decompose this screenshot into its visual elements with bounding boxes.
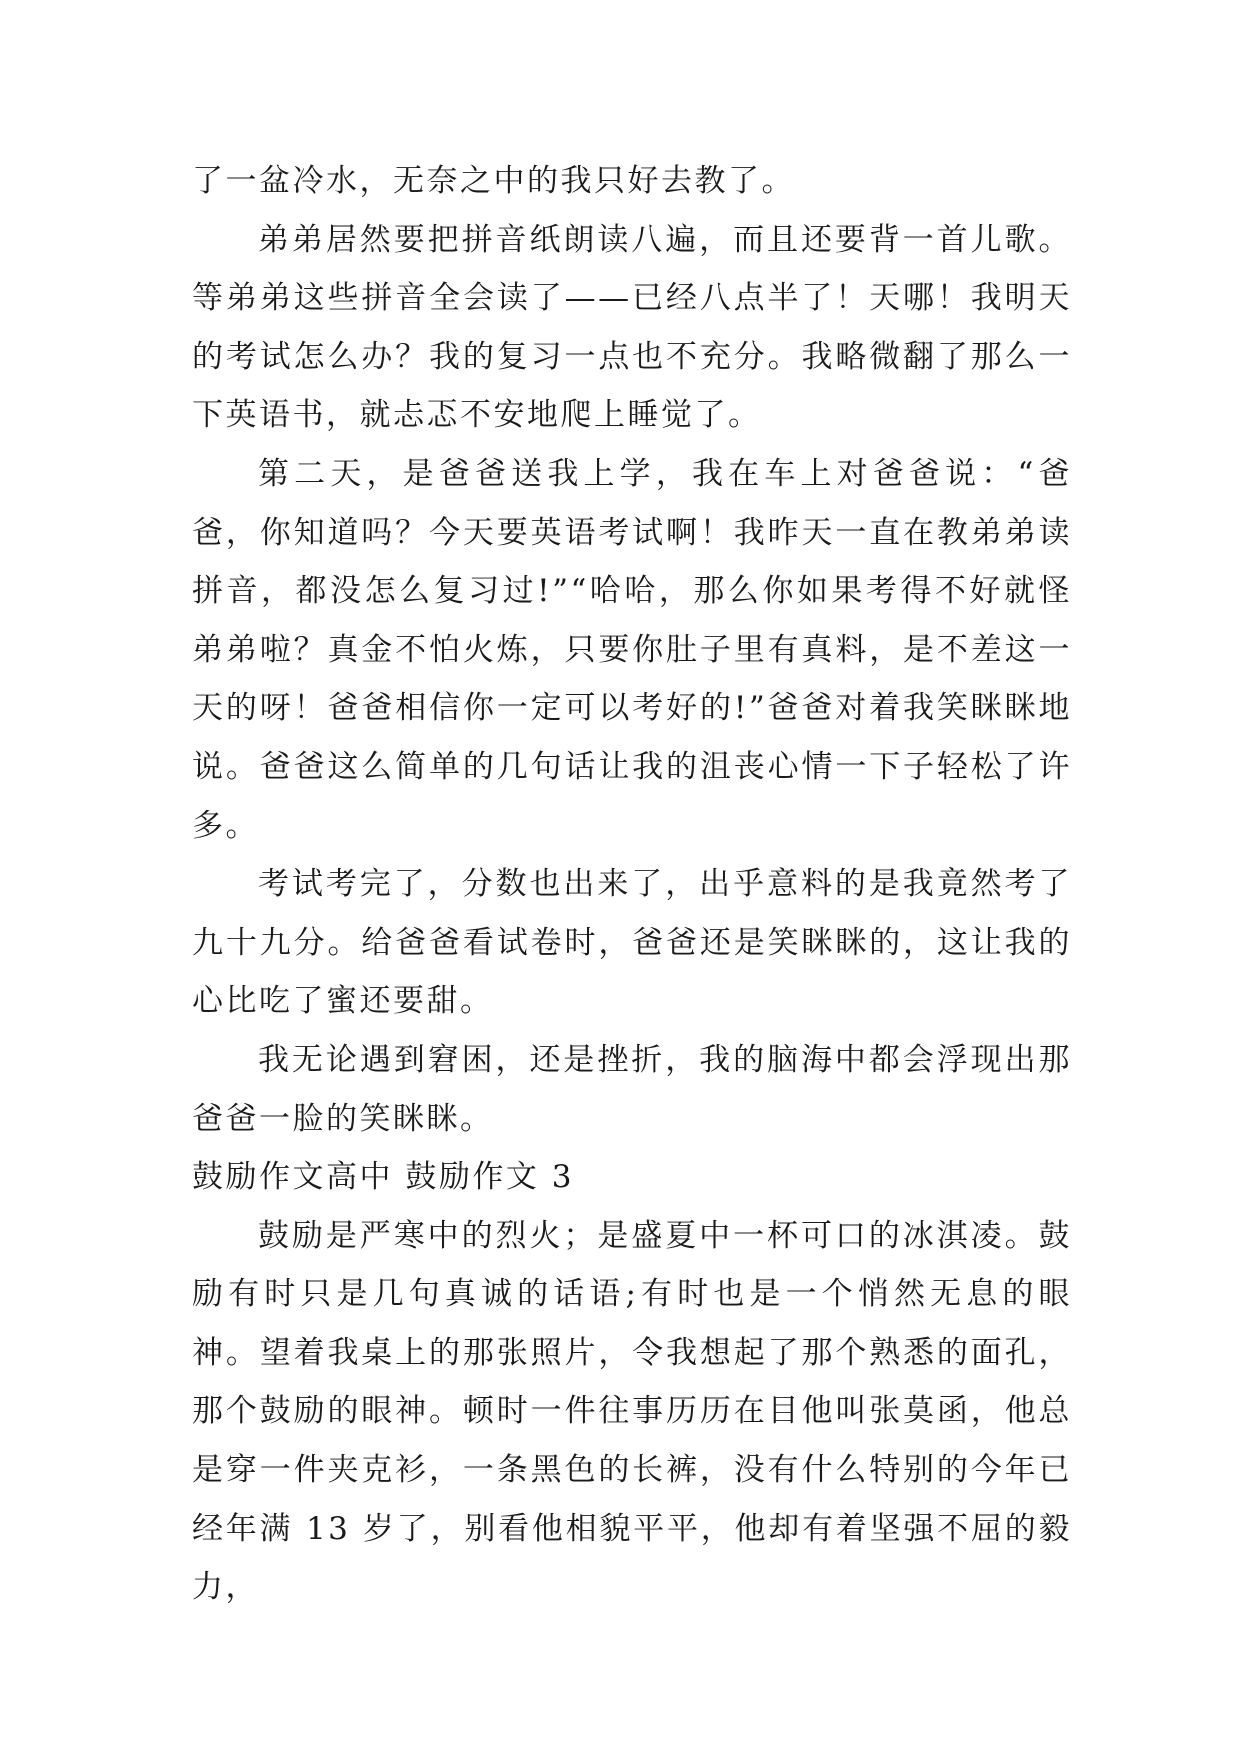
paragraph: 我无论遇到窘困，还是挫折，我的脑海中都会浮现出那爸爸一脸的笑眯眯。 — [192, 1041, 1072, 1137]
paragraph: 考试考完了，分数也出来了，出乎意料的是我竟然考了九十九分。给爸爸看试卷时，爸爸还是笑眯眯的，这让我的心比吃了蜜还要甜。 — [192, 866, 1072, 1020]
paragraph: 弟弟居然要把拼音纸朗读八遍，而且还要背一首儿歌。等弟弟这些拼音全会读了——已经八点半了！天哪！我明天的考试怎么办？我的复习一点也不充分。我略微翻了那么一下英语书，就忐忑不安地爬上睡觉了。 — [192, 221, 1072, 434]
document-body — [192, 152, 1072, 1617]
paragraph: 鼓励是严寒中的烈火；是盛夏中一杯可口的冰淇凌。鼓励有时只是几句真诚的话语;有时也是一个悄然无息的眼神。望着我桌上的那张照片，令我想起了那个熟悉的面孔，那个鼓励的眼神。顿时一件往事历历在目他叫张莫函，他总是穿一件夹克衫，一条黑色的长裤，没有什么特别的今年已经年满 13 岁了，别看他相貌平平，他却有着坚强不屈的毅力， — [192, 1217, 1072, 1606]
paragraph: 了一盆冷水，无奈之中的我只好去教了。 — [192, 163, 795, 199]
paragraph: 第二天，是爸爸送我上学，我在车上对爸爸说：“爸爸，你知道吗？今天要英语考试啊！我昨天一直在教弟弟读拼音，都没怎么复习过!”“哈哈，那么你如果考得不好就怪弟弟啦？真金不怕火炼，只要你肚子里有真料，是不差这一天的呀！爸爸相信你一定可以考好的!”爸爸对着我笑眯眯地说。爸爸这么简单的几句话让我的沮丧心情一下子轻松了许多。 — [192, 455, 1072, 844]
section-heading: 鼓励作文高中 鼓励作文 3 — [192, 1159, 574, 1196]
